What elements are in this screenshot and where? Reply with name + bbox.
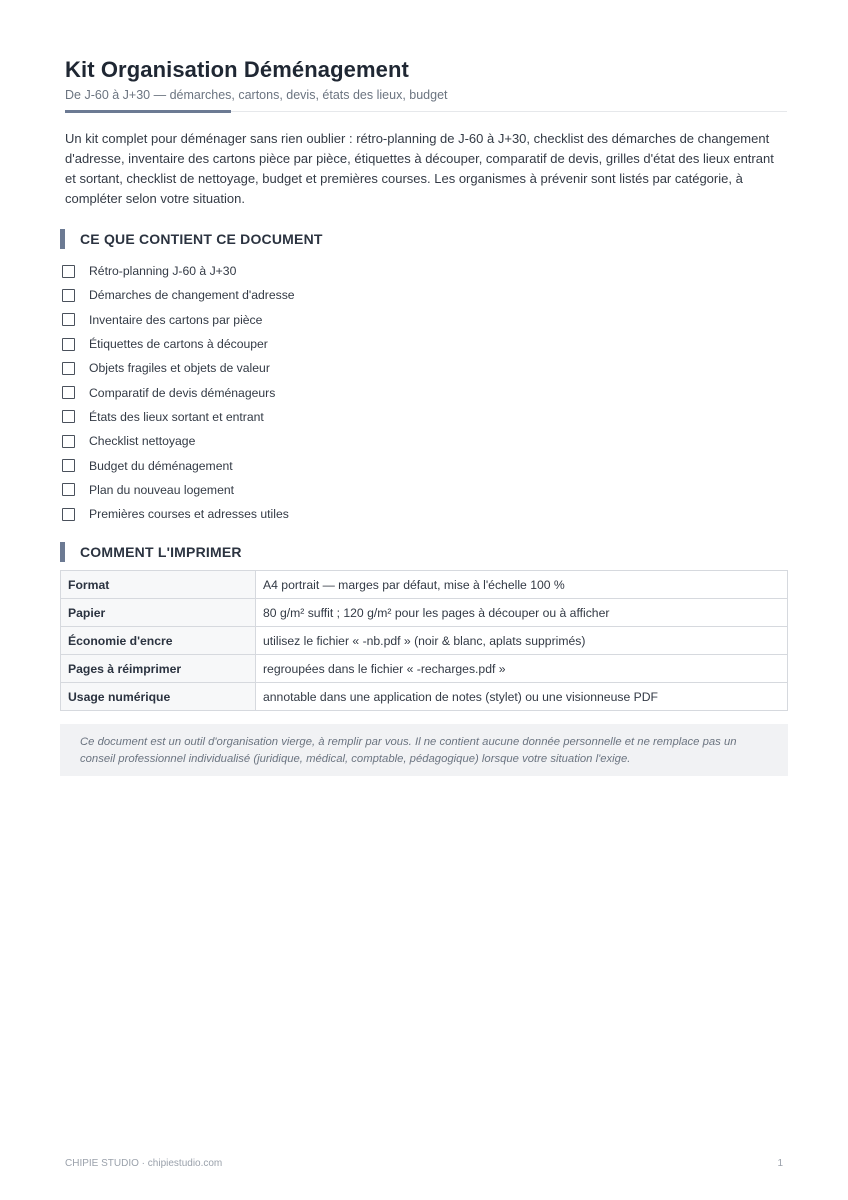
checklist-label: Étiquettes de cartons à découper [89, 337, 268, 352]
checklist-label: Objets fragiles et objets de valeur [89, 361, 270, 376]
checklist-item[interactable] [62, 380, 295, 404]
checklist-label: Budget du déménagement [89, 458, 233, 473]
checkbox[interactable] [62, 338, 75, 351]
checklist-label: Inventaire des cartons par pièce [89, 312, 263, 327]
disclaimer-text: Ce document est un outil d'organisation vierge, à remplir par vous. Il ne contient aucune donnée personnelle et ne remplace pas un conseil professionnel individualisé (juridique, médical, comptable, pédagogique) lorsque votre situation l'exige. [80, 736, 737, 765]
checklist-item[interactable] [62, 283, 295, 307]
section-title: COMMENT L'IMPRIMER [80, 544, 242, 560]
checkbox[interactable] [62, 483, 75, 496]
checklist-label: Checklist nettoyage [89, 434, 196, 449]
checkbox[interactable] [62, 386, 75, 399]
footer-brand: CHIPIE STUDIO · chipiestudio.com [65, 1158, 223, 1169]
table-value-cell: 80 g/m² suffit ; 120 g/m² pour les pages à découper ou à afficher [256, 599, 788, 627]
table-key-cell: Format [61, 571, 256, 599]
checklist-label: États des lieux sortant et entrant [89, 409, 264, 424]
printing-table [60, 570, 788, 711]
table-value-cell: utilisez le fichier « -nb.pdf » (noir & blanc, aplats supprimés) [256, 627, 788, 655]
table-value-cell: annotable dans une application de notes (stylet) ou une visionneuse PDF [256, 683, 788, 711]
checklist-item[interactable] [62, 502, 295, 526]
checklist-label: Premières courses et adresses utiles [89, 507, 289, 522]
table-key-cell: Économie d'encre [61, 627, 256, 655]
table-key-cell: Pages à réimprimer [61, 655, 256, 683]
checklist-item[interactable] [62, 405, 295, 429]
checklist-item[interactable] [62, 478, 295, 502]
checkbox[interactable] [62, 508, 75, 521]
checkbox[interactable] [62, 435, 75, 448]
document-subtitle: De J-60 à J+30 — démarches, cartons, devis, états des lieux, budget [65, 88, 448, 102]
checkbox[interactable] [62, 362, 75, 375]
checkbox[interactable] [62, 289, 75, 302]
checkbox[interactable] [62, 459, 75, 472]
page-number: 1 [777, 1158, 783, 1169]
title-divider-accent [65, 110, 231, 113]
checkbox[interactable] [62, 313, 75, 326]
disclaimer-box [60, 724, 788, 776]
contents-checklist [62, 259, 295, 526]
section-title: CE QUE CONTIENT CE DOCUMENT [80, 231, 323, 247]
table-row [61, 627, 788, 655]
intro-paragraph: Un kit complet pour déménager sans rien oublier : rétro-planning de J-60 à J+30, checklist des démarches de changement d'adresse, inventaire des cartons pièce par pièce, étiquettes à découper, comparatif de devis, grilles d'état des lieux entrant et sortant, checklist de nettoyage, budget et premières courses. Les organismes à prévenir sont listés par catégorie, à compléter selon votre situation. [65, 131, 774, 206]
checkbox[interactable] [62, 265, 75, 278]
section-marker [60, 229, 65, 249]
table-value-cell: A4 portrait — marges par défaut, mise à l'échelle 100 % [256, 571, 788, 599]
checklist-item[interactable] [62, 332, 295, 356]
checklist-item[interactable] [62, 259, 295, 283]
checklist-item[interactable] [62, 429, 295, 453]
section-heading-printing [60, 542, 787, 562]
section-marker [60, 542, 65, 562]
table-key-cell: Usage numérique [61, 683, 256, 711]
checklist-label: Rétro-planning J-60 à J+30 [89, 264, 237, 279]
table-value-cell: regroupées dans le fichier « -recharges.pdf » [256, 655, 788, 683]
table-row [61, 683, 788, 711]
document-title: Kit Organisation Déménagement [65, 57, 409, 82]
checklist-label: Démarches de changement d'adresse [89, 288, 295, 303]
checkbox[interactable] [62, 410, 75, 423]
table-row [61, 599, 788, 627]
table-row [61, 571, 788, 599]
checklist-item[interactable] [62, 308, 295, 332]
checklist-label: Plan du nouveau logement [89, 482, 235, 497]
checklist-item[interactable] [62, 453, 295, 477]
checklist-item[interactable] [62, 356, 295, 380]
section-heading-contents [60, 229, 787, 249]
checklist-label: Comparatif de devis déménageurs [89, 385, 276, 400]
table-row [61, 655, 788, 683]
table-key-cell: Papier [61, 599, 256, 627]
